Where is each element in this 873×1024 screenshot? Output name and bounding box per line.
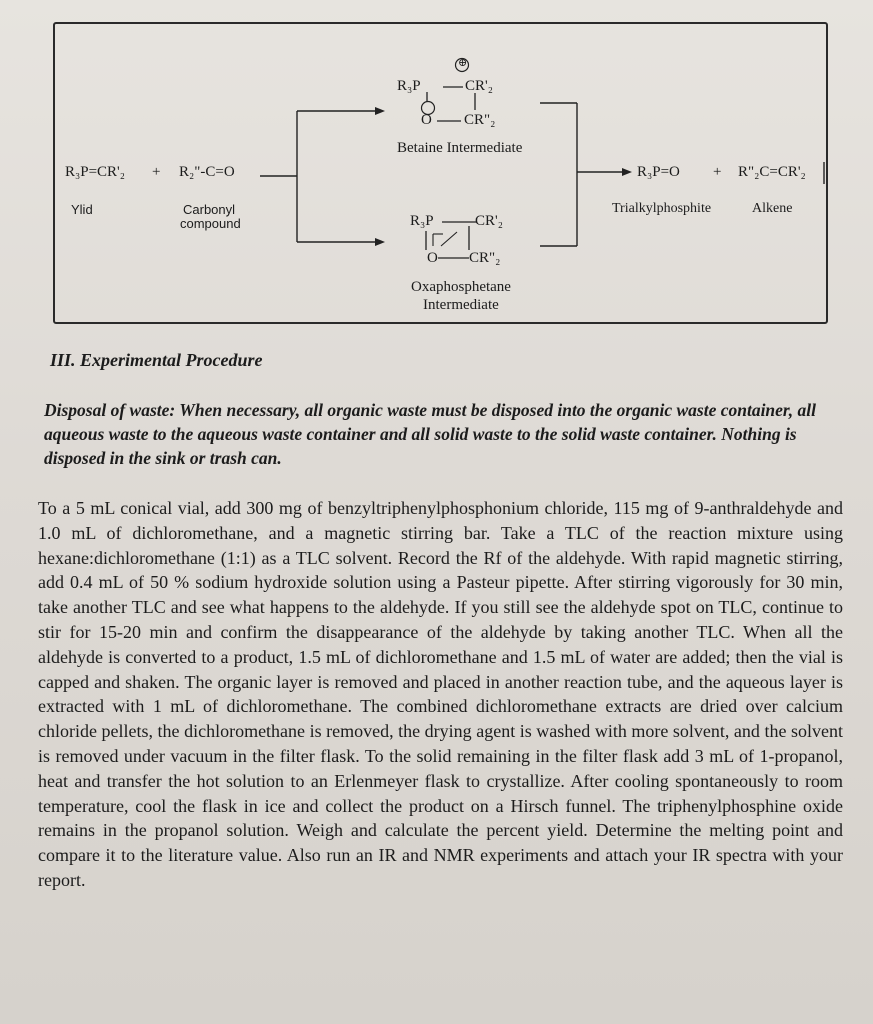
plus-sign-products: + <box>713 164 722 180</box>
carbonyl-formula: R₂"-C=O <box>179 164 235 180</box>
ylid-label: Ylid <box>71 202 93 217</box>
oxa-inner-bond-c <box>441 232 457 246</box>
betaine-o-atom: O <box>421 112 432 128</box>
betaine-o-c-group: CR"₂ <box>464 112 496 128</box>
carbonyl-label-line1: Carbonyl <box>183 202 236 217</box>
alkene-label: Alkene <box>752 201 793 216</box>
waste-disposal-notice: Disposal of waste: When necessary, all organic waste must be disposed into the organic waste container, all aqueous waste to the aqueous waste container and all solid waste to the solid waste container. Nothing is disposed in the sink or trash can. <box>44 400 816 468</box>
alkene-formula: R"₂C=CR'₂ <box>738 164 806 180</box>
oxaphosphetane-label-line2: Intermediate <box>423 297 499 313</box>
plus-sign-reactants: + <box>152 164 161 180</box>
arrow-to-betaine-head <box>375 107 385 115</box>
oxa-p-group: R₃P <box>410 213 434 229</box>
betaine-plus-charge: ⊕ <box>458 57 468 69</box>
wittig-scheme-box <box>53 22 828 324</box>
section-heading: III. Experimental Procedure <box>50 350 263 370</box>
arrow-to-products-head <box>622 168 632 176</box>
oxa-o-atom: O <box>427 250 438 266</box>
betaine-c-group: CR'₂ <box>465 78 493 94</box>
oxaphosphetane-label-line1: Oxaphosphetane <box>411 279 511 295</box>
betaine-label: Betaine Intermediate <box>397 140 523 156</box>
oxa-o-c-group: CR"₂ <box>469 250 501 266</box>
oxa-c-group: CR'₂ <box>475 213 503 229</box>
wittig-scheme-lines <box>55 24 826 322</box>
betaine-p-group: R₃P <box>397 78 421 94</box>
phosphine-oxide-formula: R₃P=O <box>637 164 680 180</box>
trialkylphosphite-label: Trialkylphosphite <box>612 201 712 216</box>
arrow-to-oxaphosphetane-head <box>375 238 385 246</box>
ylid-formula: R₃P=CR'₂ <box>65 164 125 180</box>
procedure-paragraph: To a 5 mL conical vial, add 300 mg of benzyltriphenylphosphonium chloride, 115 mg of 9-anthraldehyde and 1.0 mL of dichloromethane, and a magnetic stirring bar. Take a TLC of the reaction mixture using hexane:dichloromethane (1:1) as a TLC solvent. Record the Rf of the aldehyde. With rapid magnetic stirring, add 0.4 mL of 50 % sodium hydroxide solution using a Pasteur pipette. After stirring vigorously for 30 min, take another TLC and see what happens to the aldehyde. If you still see the aldehyde spot on TLC, continue to stir for 15-20 min and confirm the disappearance of the aldehyde by taking another TLC. When all the aldehyde is converted to a product, 1.5 mL of dichloromethane and 1.5 mL of water are added; then the vial is capped and shaken. The organic layer is removed and placed in another reaction tube, and the aqueous layer is extracted with 1 mL of dichloromethane. The combined dichloromethane extracts are dried over calcium chloride pellets, the dichloromethane is removed, the drying agent is washed with more solvent, and the solvent is removed under vacuum in the filter flask. To the solid remaining in the filter flask add 3 mL of 1-propanol, heat and transfer the hot solution to an Erlenmeyer flask to crystallize. After cooling spontaneously to room temperature, cool the flask in ice and collect the product on a Hirsch funnel. The triphenylphosphine oxide remains in the propanol solution. Weigh and calculate the percent yield. Determine the melting point and compare it to the literature value. Also run an IR and NMR experiments and attach your IR spectra with your report. <box>38 498 843 890</box>
carbonyl-label-line2: compound <box>180 216 241 231</box>
